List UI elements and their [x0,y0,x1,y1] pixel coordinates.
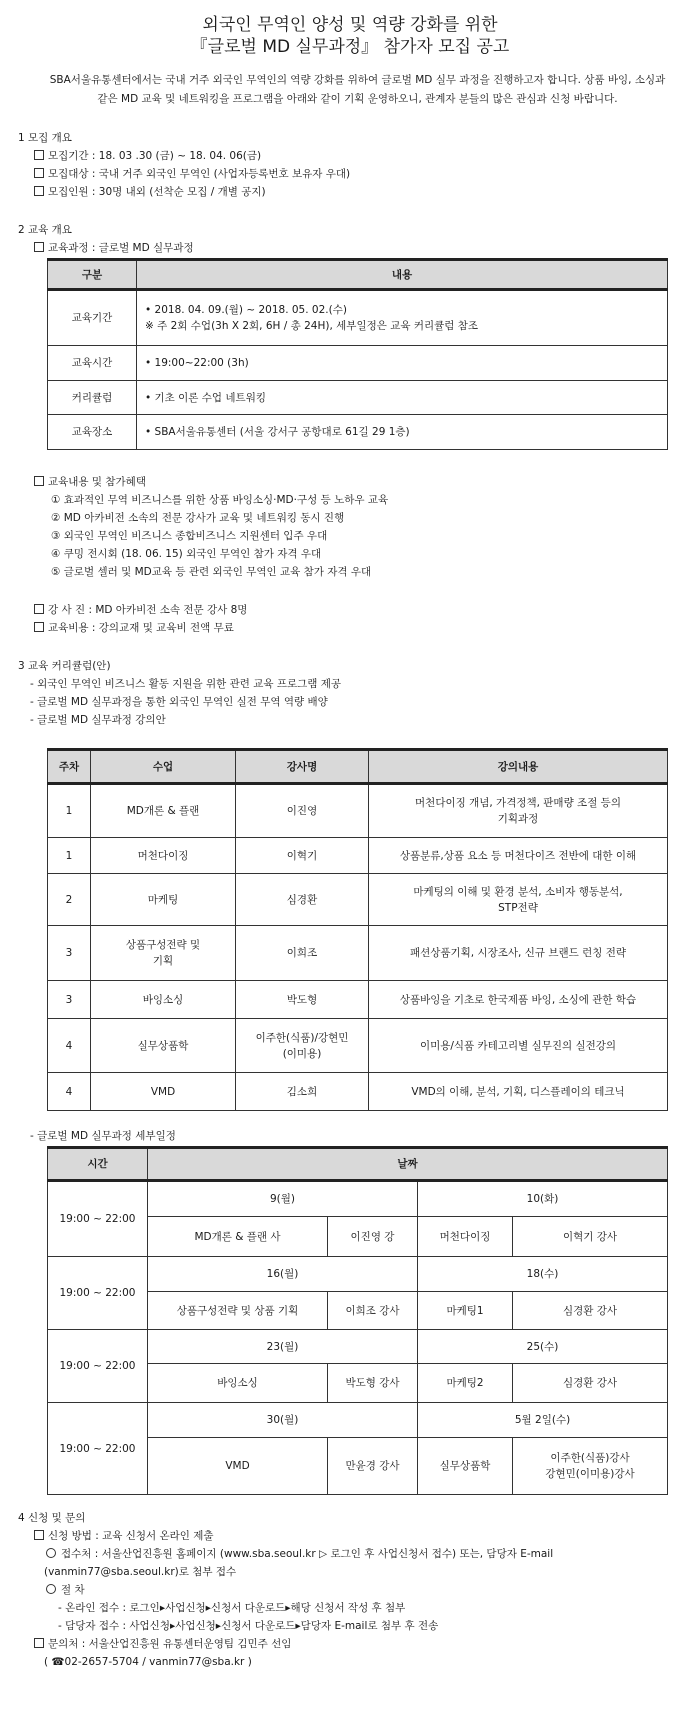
overview-header-content: 내용 [137,260,668,290]
section1-heading: 1 모집 개요 [18,132,72,144]
schedule-time: 19:00 ~ 22:00 [48,1257,148,1330]
schedule-time: 19:00 ~ 22:00 [48,1330,148,1403]
schedule-day: 23(월) [148,1330,418,1364]
week-cell: 4 [48,1019,91,1073]
teacher-cell: 이희조 [236,926,369,981]
content-cell: 상품바잉을 기초로 한국제품 바잉, 소싱에 관한 학습 [369,981,668,1019]
section3-heading: 3 교육 커리큘럼(안) [18,660,111,672]
benefit-item: ① 효과적인 무역 비즈니스를 위한 상품 바잉소싱·MD·구성 등 노하우 교육 [51,494,389,506]
teacher-cell: 심경환 [236,874,369,926]
course-name: 교육과정 : 글로벌 MD 실무과정 [34,240,194,257]
content-cell: 이미용/식품 카테고리별 실무진의 실전강의 [369,1019,668,1073]
overview-content: • 기초 이론 수업 네트워킹 [137,381,668,415]
title-line-2: 『글로벌 MD 실무과정』 참가자 모집 공고 [190,37,510,57]
overview-label: 교육장소 [48,415,137,450]
curriculum-bullet: - 외국인 무역인 비즈니스 활동 지원을 위한 관련 교육 프로그램 제공 [30,678,342,690]
content-cell: VMD의 이해, 분석, 기획, 디스플레이의 테크닉 [369,1073,668,1111]
week-cell: 2 [48,874,91,926]
schedule-class: 바잉소싱 [148,1364,328,1403]
overview-label: 교육기간 [48,290,137,346]
teacher-cell: 이혁기 [236,838,369,874]
curriculum-header-class: 수업 [91,750,236,784]
schedule-teacher: 이주한(식품)강사 강현민(이미용)강사 [513,1438,668,1495]
benefit-item: ② MD 아카비전 소속의 전문 강사가 교육 및 네트워킹 동시 진행 [51,512,345,524]
schedule-teacher: 이진영 강 [328,1217,418,1257]
contact: 문의처 : 서울산업진흥원 유통센터운영팀 김민주 선임 [34,1636,291,1653]
curriculum-header-content: 강의내용 [369,750,668,784]
class-cell: MD개론 & 플랜 [91,784,236,838]
content-cell: 상품분류,상품 요소 등 머천다이즈 전반에 대한 이해 [369,838,668,874]
class-cell: VMD [91,1073,236,1111]
class-cell: 상품구성전략 및 기획 [91,926,236,981]
schedule-day: 9(월) [148,1181,418,1217]
curriculum-bullet: - 글로벌 MD 실무과정 강의안 [30,714,166,726]
overview-content: • SBA서울유통센터 (서울 강서구 공항대로 61길 29 1층) [137,415,668,450]
overview-label: 커리큘럼 [48,381,137,415]
schedule-day: 25(수) [418,1330,668,1364]
schedule-class: 실무상품학 [418,1438,513,1495]
contact-phone: ( ☎02-2657-5704 / vanmin77@sba.kr ) [44,1656,252,1668]
schedule-header-date: 날짜 [148,1148,668,1181]
benefit-item: ④ 쿠밍 전시회 (18. 06. 15) 외국인 무역인 참가 자격 우대 [51,548,322,560]
receipt-line-1: 접수처 : 서울산업진흥원 홈페이지 (www.sba.seoul.kr ▷ 로그인 후 사업신청서 접수) 또는, 담당자 E-mail [46,1546,553,1563]
schedule-header-time: 시간 [48,1148,148,1181]
recruit-period: 모집기간 : 18. 03 .30 (금) ~ 18. 04. 06(금) [34,148,261,165]
schedule-class: 마케팅2 [418,1364,513,1403]
schedule-day: 5월 2일(수) [418,1403,668,1438]
curriculum-table [47,748,668,1111]
schedule-time: 19:00 ~ 22:00 [48,1403,148,1495]
teacher-cell: 이주한(식품)/강현민 (이미용) [236,1019,369,1073]
schedule-title: - 글로벌 MD 실무과정 세부일정 [30,1130,176,1142]
schedule-teacher: 만윤경 강사 [328,1438,418,1495]
schedule-table [47,1146,668,1495]
week-cell: 3 [48,981,91,1019]
schedule-class: 상품구성전략 및 상품 기획 [148,1292,328,1330]
intro-line-2: 같은 MD 교육 및 네트워킹을 프로그램을 아래와 같이 기획 운영하오니, 관계자 분들의 많은 관심과 신청 바랍니다. [97,93,618,105]
schedule-class: VMD [148,1438,328,1495]
online-procedure: - 온라인 접수 : 로그인▸사업신청▸신청서 다운로드▸해당 신청서 작성 후 첨부 [58,1602,406,1614]
class-cell: 실무상품학 [91,1019,236,1073]
week-cell: 1 [48,838,91,874]
overview-content: • 2018. 04. 09.(월) ~ 2018. 05. 02.(수) ※ 주 2회 수업(3h Ⅹ 2회, 6H / 총 24H), 세부일정은 교육 커리큘럼 참조 [137,290,668,346]
schedule-teacher: 박도형 강사 [328,1364,418,1403]
teacher-cell: 김소희 [236,1073,369,1111]
class-cell: 바잉소싱 [91,981,236,1019]
procedure: 절 차 [46,1582,85,1599]
schedule-day: 16(월) [148,1257,418,1292]
title-line-1: 외국인 무역인 양성 및 역량 강화를 위한 [202,15,498,35]
teacher-cell: 박도형 [236,981,369,1019]
schedule-class: 머천다이징 [418,1217,513,1257]
recruit-count: 모집인원 : 30명 내외 (선착순 모집 / 개별 공지) [34,184,266,201]
recruit-target: 모집대상 : 국내 거주 외국인 무역인 (사업자등록번호 보유자 우대) [34,166,350,183]
content-cell: 마케팅의 이해 및 환경 분석, 소비자 행동분석, STP전략 [369,874,668,926]
curriculum-bullet: - 글로벌 MD 실무과정을 통한 외국인 무역인 실전 무역 역량 배양 [30,696,328,708]
schedule-time: 19:00 ~ 22:00 [48,1181,148,1257]
benefits-heading: 교육내용 및 참가혜택 [34,474,146,491]
schedule-class: 마케팅1 [418,1292,513,1330]
schedule-teacher: 이혁기 강사 [513,1217,668,1257]
class-cell: 마케팅 [91,874,236,926]
schedule-day: 30(월) [148,1403,418,1438]
class-cell: 머천다이징 [91,838,236,874]
cost: 교육비용 : 강의교재 및 교육비 전액 무료 [34,620,234,637]
section2-heading: 2 교육 개요 [18,224,72,236]
week-cell: 1 [48,784,91,838]
instructors: 강 사 진 : MD 아카비전 소속 전문 강사 8명 [34,602,247,619]
schedule-day: 10(화) [418,1181,668,1217]
benefit-item: ⑤ 글로벌 셀러 및 MD교육 등 관련 외국인 무역인 교육 참가 자격 우대 [51,566,372,578]
receipt-line-2: (vanmin77@sba.seoul.kr)로 첨부 접수 [44,1566,237,1578]
content-cell: 패션상품기획, 시장조사, 신규 브랜드 런칭 전략 [369,926,668,981]
overview-label: 교육시간 [48,346,137,381]
week-cell: 3 [48,926,91,981]
intro-line-1: SBA서울유통센터에서는 국내 거주 외국인 무역인의 역량 강화를 위하여 글로벌 MD 실무 과정을 진행하고자 합니다. 상품 바잉, 소싱과 [49,74,666,86]
overview-header-category: 구분 [48,260,137,290]
curriculum-header-teacher: 강사명 [236,750,369,784]
content-cell: 머천다이징 개념, 가격정책, 판매량 조절 등의 기획과정 [369,784,668,838]
overview-table [47,258,668,450]
section4-heading: 4 신청 및 문의 [18,1512,86,1524]
schedule-teacher: 심경환 강사 [513,1292,668,1330]
week-cell: 4 [48,1073,91,1111]
teacher-cell: 이진영 [236,784,369,838]
apply-method: 신청 방법 : 교육 신청서 온라인 제출 [34,1528,214,1545]
curriculum-header-week: 주차 [48,750,91,784]
schedule-class: MD개론 & 플랜 사 [148,1217,328,1257]
benefit-item: ③ 외국인 무역인 비즈니스 종합비즈니스 지원센터 입주 우대 [51,530,328,542]
overview-content: • 19:00~22:00 (3h) [137,346,668,381]
schedule-teacher: 심경환 강사 [513,1364,668,1403]
email-procedure: - 담당자 접수 : 사업신청▸사업신청▸신청서 다운로드▸담당자 E-mail로 첨부 후 전송 [58,1620,439,1632]
schedule-day: 18(수) [418,1257,668,1292]
schedule-teacher: 이희조 강사 [328,1292,418,1330]
